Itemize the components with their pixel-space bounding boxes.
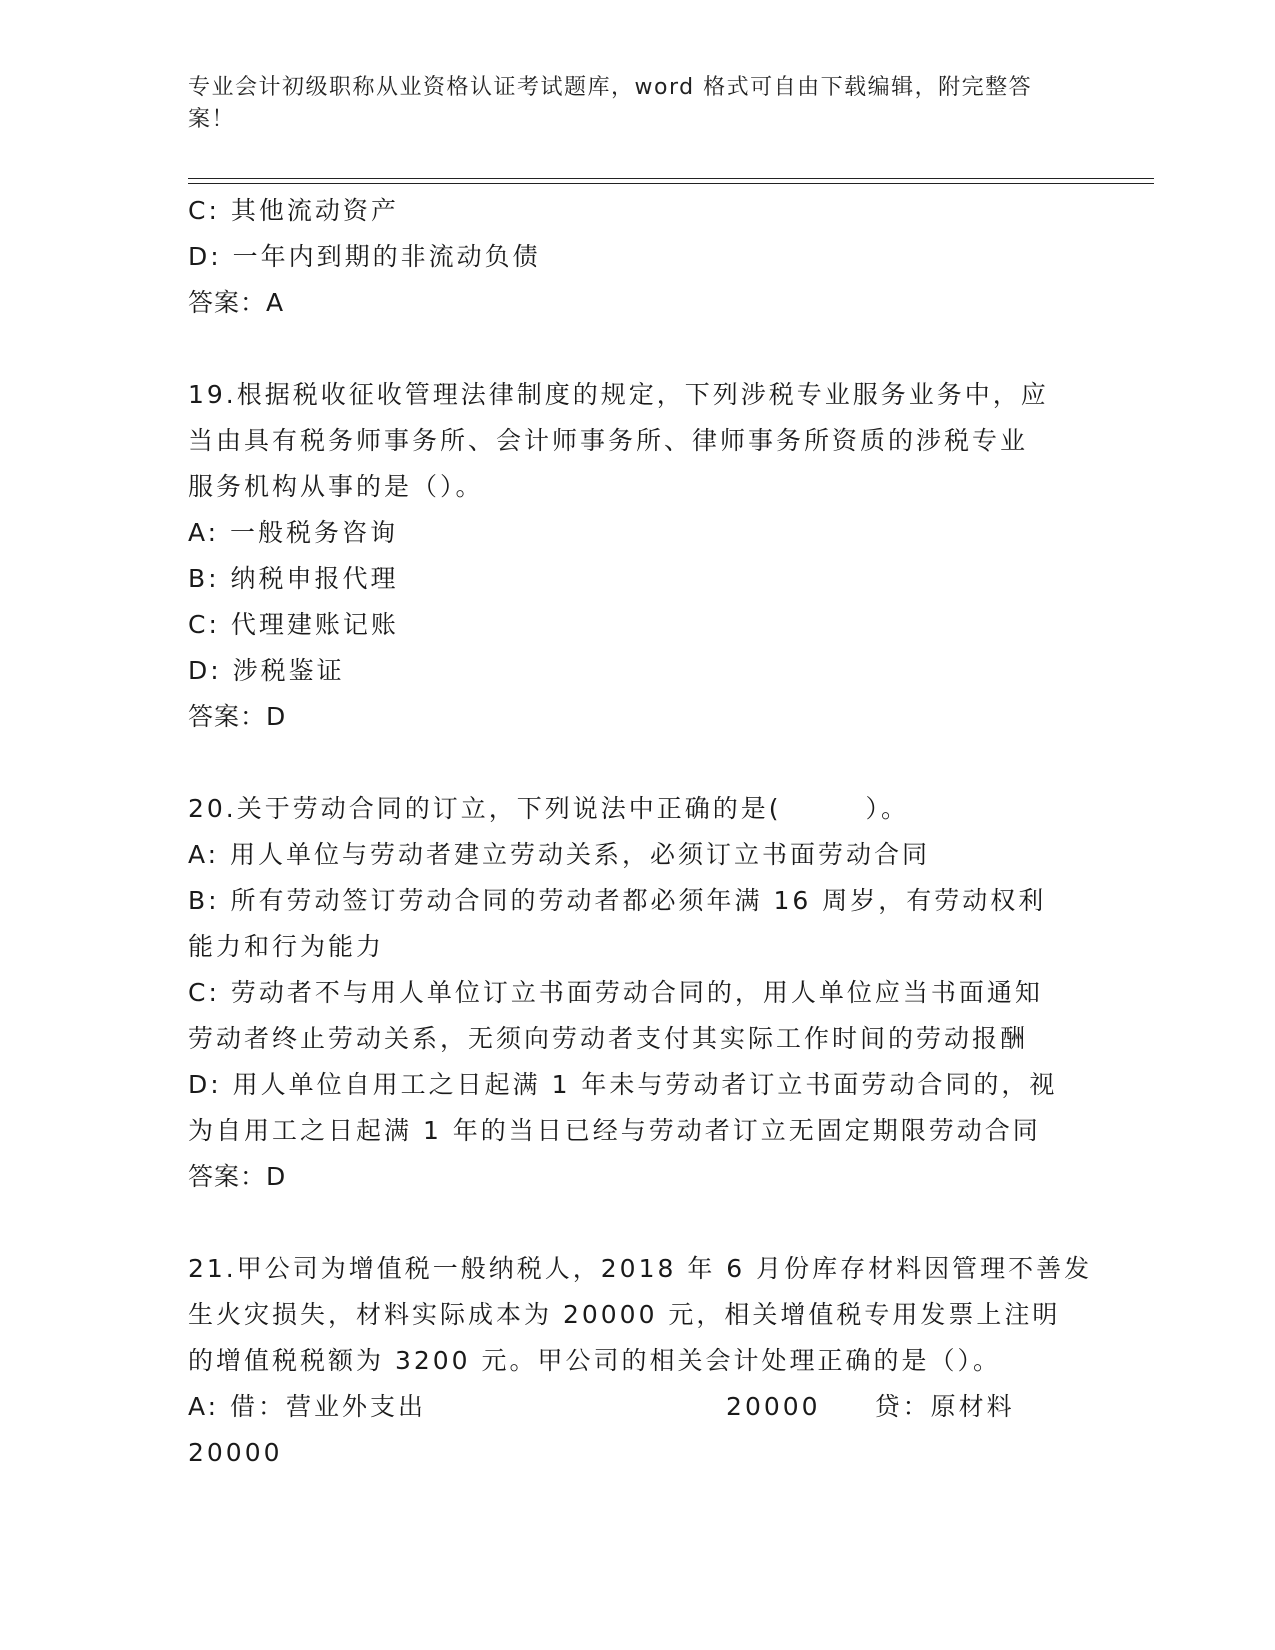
answer: 答案：D [188,1162,287,1191]
option-a [188,1384,1088,1430]
question-19 [188,372,1088,740]
header-rule-bottom [188,183,1154,184]
journal-credit-amount: 20000 [188,1438,283,1467]
header-rule-top [188,178,1154,179]
question-20 [188,786,1088,1200]
option-b-cont: 能力和行为能力 [188,932,385,961]
header-line-2: 案！ [188,107,236,132]
document-body [188,188,1093,1476]
option-d-cont: 为自用工之日起满 1 年的当日已经与劳动者订立无固定期限劳动合同 [188,1116,1041,1145]
option-a: A: 用人单位与劳动者建立劳动关系，必须订立书面劳动合同 [188,840,931,869]
option-b: B: 纳税申报代理 [188,564,399,593]
option-c-cont: 劳动者终止劳动关系，无须向劳动者支付其实际工作时间的劳动报酬 [188,1024,1029,1053]
question-text-line: 21.甲公司为增值税一般纳税人，2018 年 6 月份库存材料因管理不善发 [188,1254,1093,1283]
option-b: B: 所有劳动签订劳动合同的劳动者都必须年满 16 周岁，有劳动权利 [188,886,1047,915]
prev-question [188,188,1088,326]
question-text-line: 的增值税税额为 3200 元。甲公司的相关会计处理正确的是（）。 [188,1346,1002,1375]
question-text-line: 当由具有税务师事务所、会计师事务所、律师事务所资质的涉税专业 [188,426,1029,455]
question-text-line: 服务机构从事的是（）。 [188,472,484,501]
option-c: C: 代理建账记账 [188,610,399,639]
answer: 答案：A [188,288,285,317]
journal-debit-amount: 20000 [726,1392,821,1421]
option-c: C: 其他流动资产 [188,196,399,225]
question-text-line: 20.关于劳动合同的订立，下列说法中正确的是( ）。 [188,794,910,823]
option-d: D: 一年内到期的非流动负债 [188,242,541,271]
journal-debit: A: 借：营业外支出 [188,1392,427,1421]
option-c: C: 劳动者不与用人单位订立书面劳动合同的，用人单位应当书面通知 [188,978,1043,1007]
question-21 [188,1246,1093,1476]
question-text-line: 19.根据税收征收管理法律制度的规定，下列涉税专业服务业务中，应 [188,380,1049,409]
option-a: A: 一般税务咨询 [188,518,399,547]
option-d: D: 用人单位自用工之日起满 1 年未与劳动者订立书面劳动合同的，视 [188,1070,1058,1099]
header-line-1: 专业会计初级职称从业资格认证考试题库，word 格式可自由下载编辑，附完整答 [188,75,1033,100]
option-d: D: 涉税鉴证 [188,656,345,685]
document-header [188,72,1088,136]
journal-credit: 贷：原材料 [874,1392,1015,1421]
answer: 答案：D [188,702,287,731]
question-text-line: 生火灾损失，材料实际成本为 20000 元，相关增值税专用发票上注明 [188,1300,1061,1329]
